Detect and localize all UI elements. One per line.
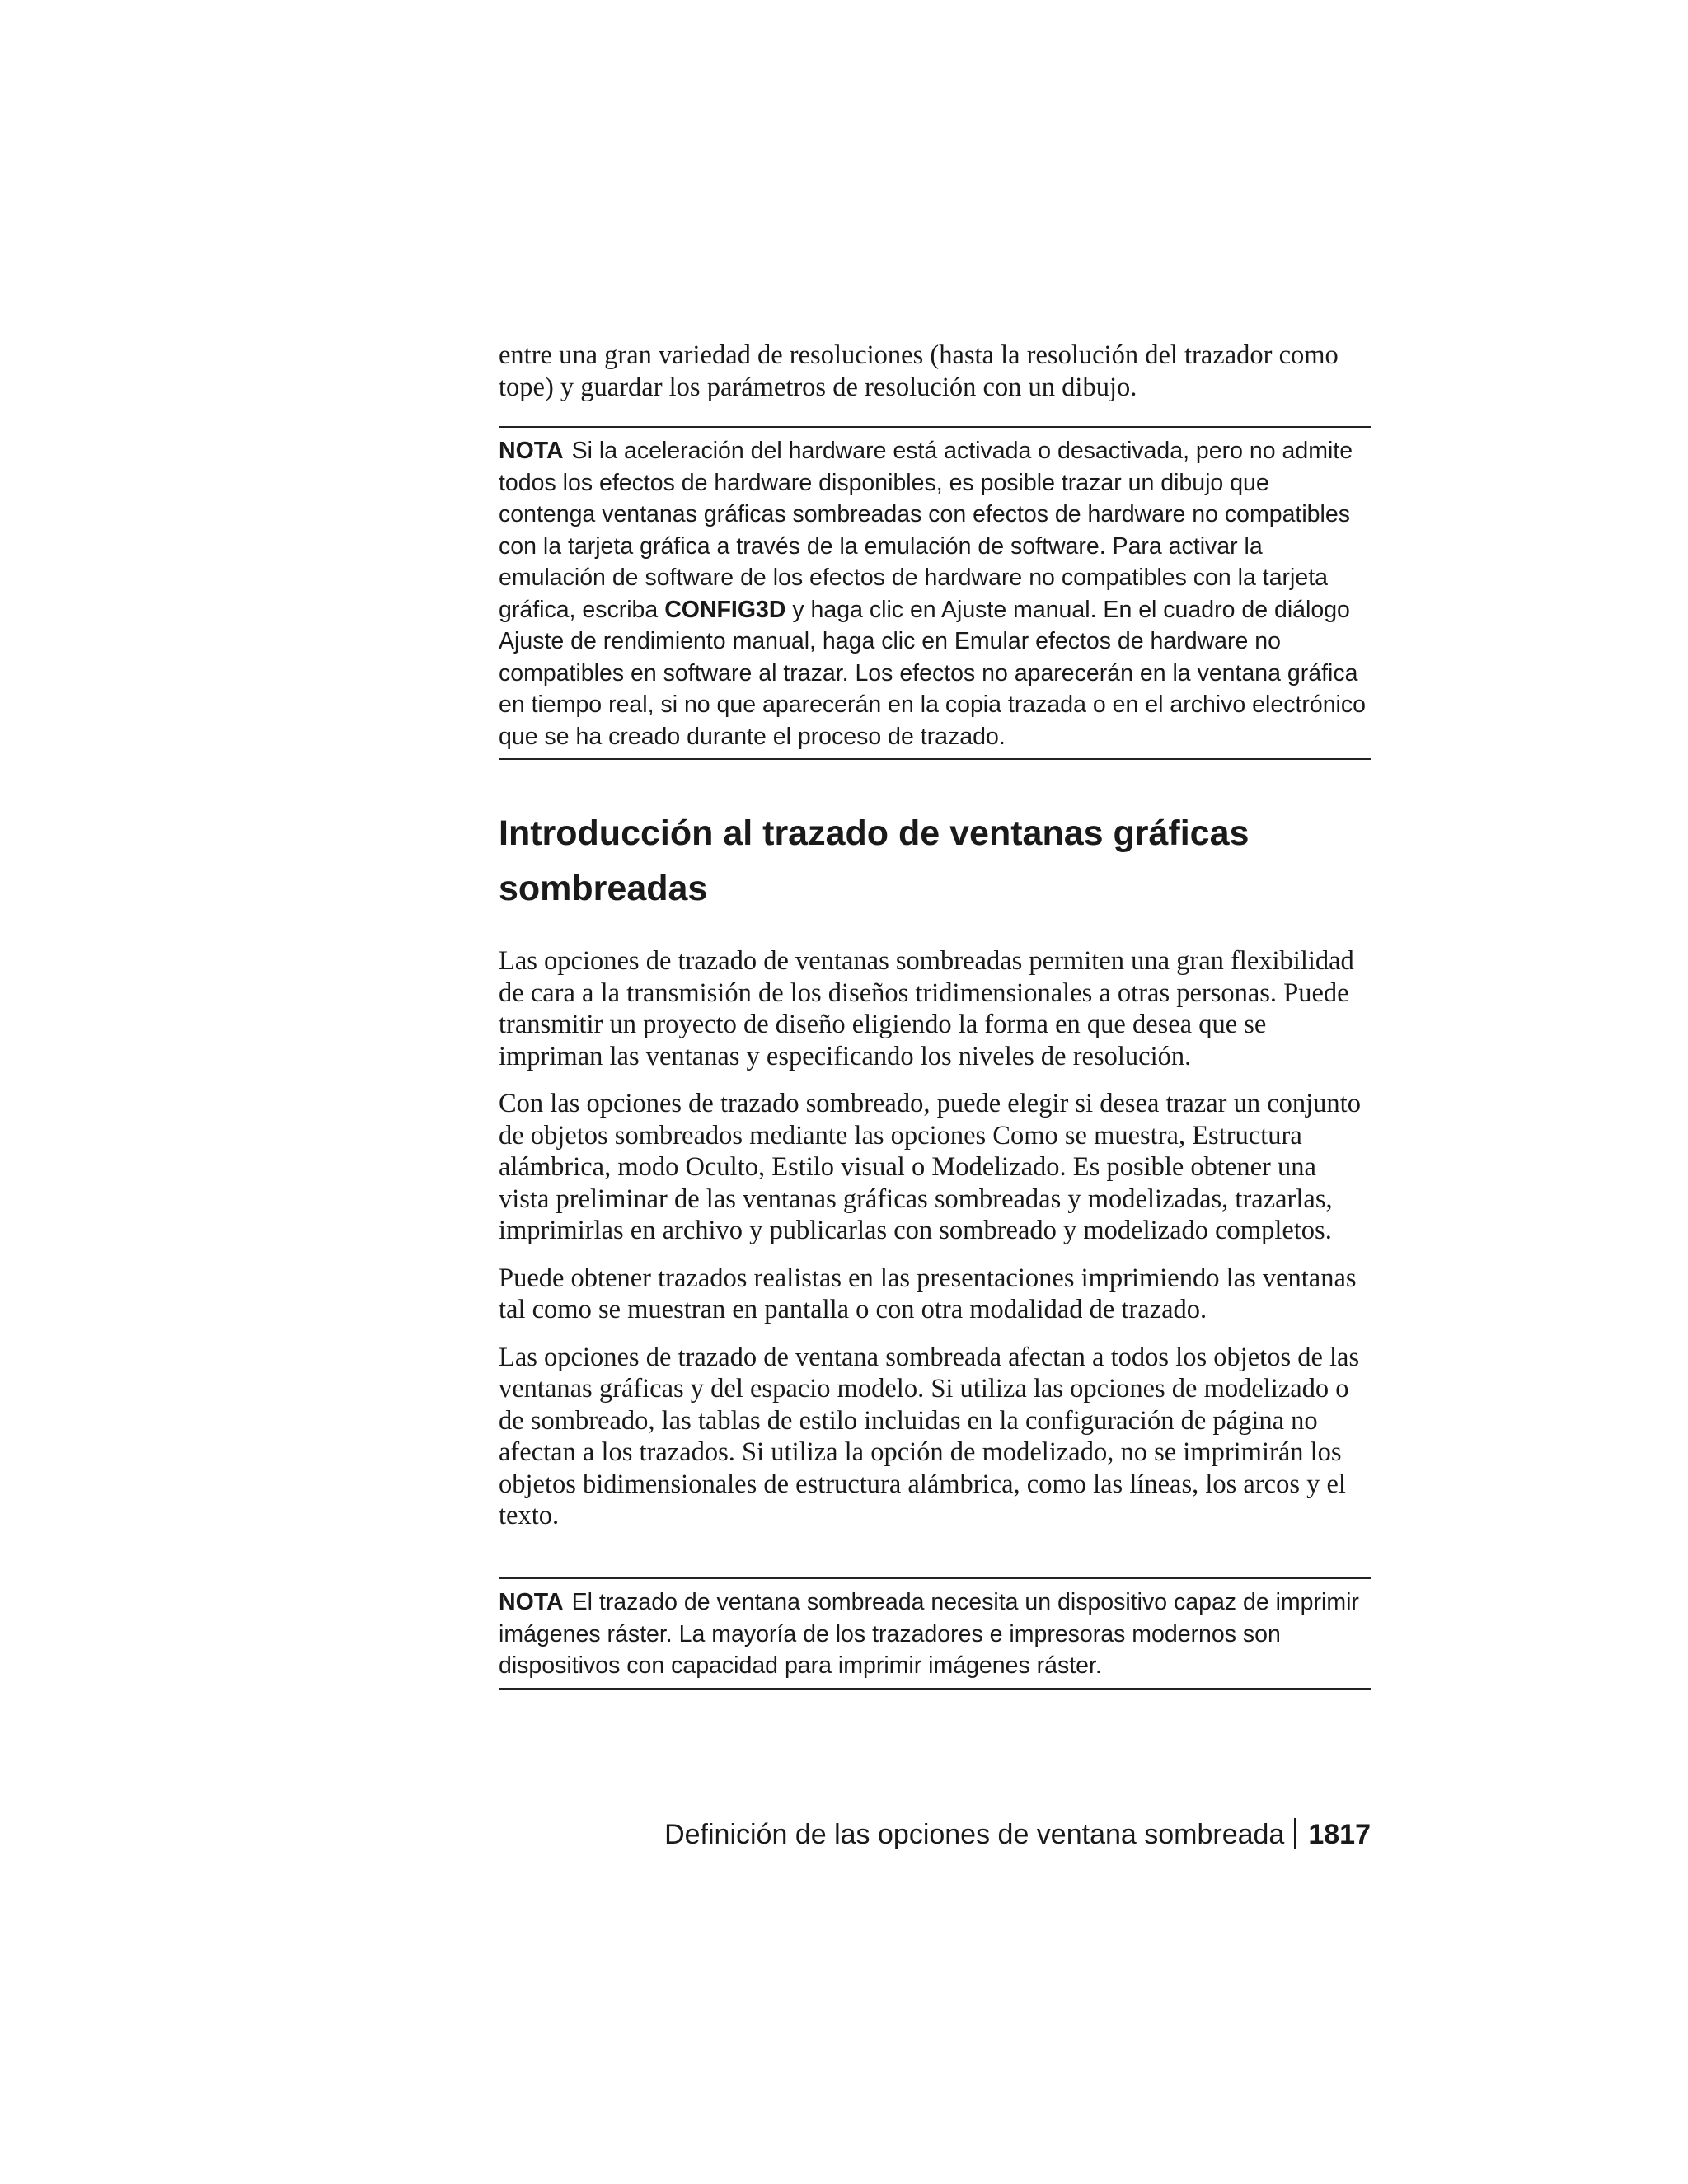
page-footer [664, 1816, 1371, 1853]
body-paragraph: Con las opciones de trazado sombreado, puede elegir si desea trazar un conjunto de objetos sombreados mediante las opciones Como se muestra, Estructura alámbrica, modo Oculto, Estilo visual o Modelizado. Es posible obtener una vista preliminar de las ventanas gráficas sombreadas y modelizadas, trazarlas, imprimirlas en archivo y publicarlas con sombreado y modelizado completos. [499, 1089, 1361, 1245]
body-paragraph: Puede obtener trazados realistas en las presentaciones imprimiendo las ventanas tal como se muestran en pantalla o con otra modalidad de trazado. [499, 1263, 1357, 1324]
body-paragraph: Las opciones de trazado de ventanas sombreadas permiten una gran flexibilidad de cara a la transmisión de los diseños tridimensionales a otras personas. Puede transmitir un proyecto de diseño eligiendo la forma en que desea que se impriman las ventanas y especificando los niveles de resolución. [499, 946, 1354, 1071]
note-text [499, 1586, 1371, 1682]
note-box-raster [499, 1577, 1371, 1690]
intro-paragraph: entre una gran variedad de resoluciones (hasta la resolución del trazador como tope) y guardar los parámetros de resolución con un dibujo. [499, 340, 1339, 402]
section-body [499, 945, 1371, 1548]
footer-section-title: Definición de las opciones de ventana sombreada [664, 1819, 1285, 1850]
footer-separator [1294, 1818, 1296, 1849]
page-number: 1817 [1308, 1819, 1371, 1850]
note-box-hardware [499, 426, 1371, 760]
note-text-body: El trazado de ventana sombreada necesita un dispositivo capaz de imprimir imágenes ráster. La mayoría de los trazadores e impresoras modernos son dispositivos con capacidad para imprimir imágenes ráster. [499, 1589, 1359, 1679]
note-text-after: y haga clic en Ajuste manual. En el cuadro de diálogo Ajuste de rendimiento manual, haga clic en Emular efectos de hardware no compatibles en software al trazar. Los efectos no aparecerán en la ventana gráfica en tiempo real, si no que aparecerán en la copia trazada o en el archivo electrónico que se ha creado durante el proceso de trazado. [499, 596, 1366, 750]
section-heading: Introducción al trazado de ventanas gráficas sombreadas [499, 813, 1250, 908]
note-label: NOTA [499, 438, 564, 464]
note-text [499, 435, 1371, 752]
note-text-before: Si la aceleración del hardware está activada o desactivada, pero no admite todos los efectos de hardware disponibles, es posible trazar un dibujo que contenga ventanas gráficas sombreadas con efectos de hardware no compatibles con la tarjeta gráfica a través de la emulación de software. Para activar la emulación de software de los efectos de hardware no compatibles con la tarjeta gráfica, escriba [499, 438, 1353, 623]
note-label: NOTA [499, 1589, 564, 1615]
command-name: CONFIG3D [664, 596, 786, 623]
body-paragraph: Las opciones de trazado de ventana sombreada afectan a todos los objetos de las ventanas gráficas y del espacio modelo. Si utiliza las opciones de modelizado o de sombreado, las tablas de estilo incluidas en la configuración de página no afectan a los trazados. Si utiliza la opción de modelizado, no se imprimirán los objetos bidimensionales de estructura alámbrica, como las líneas, los arcos y el texto. [499, 1342, 1360, 1530]
